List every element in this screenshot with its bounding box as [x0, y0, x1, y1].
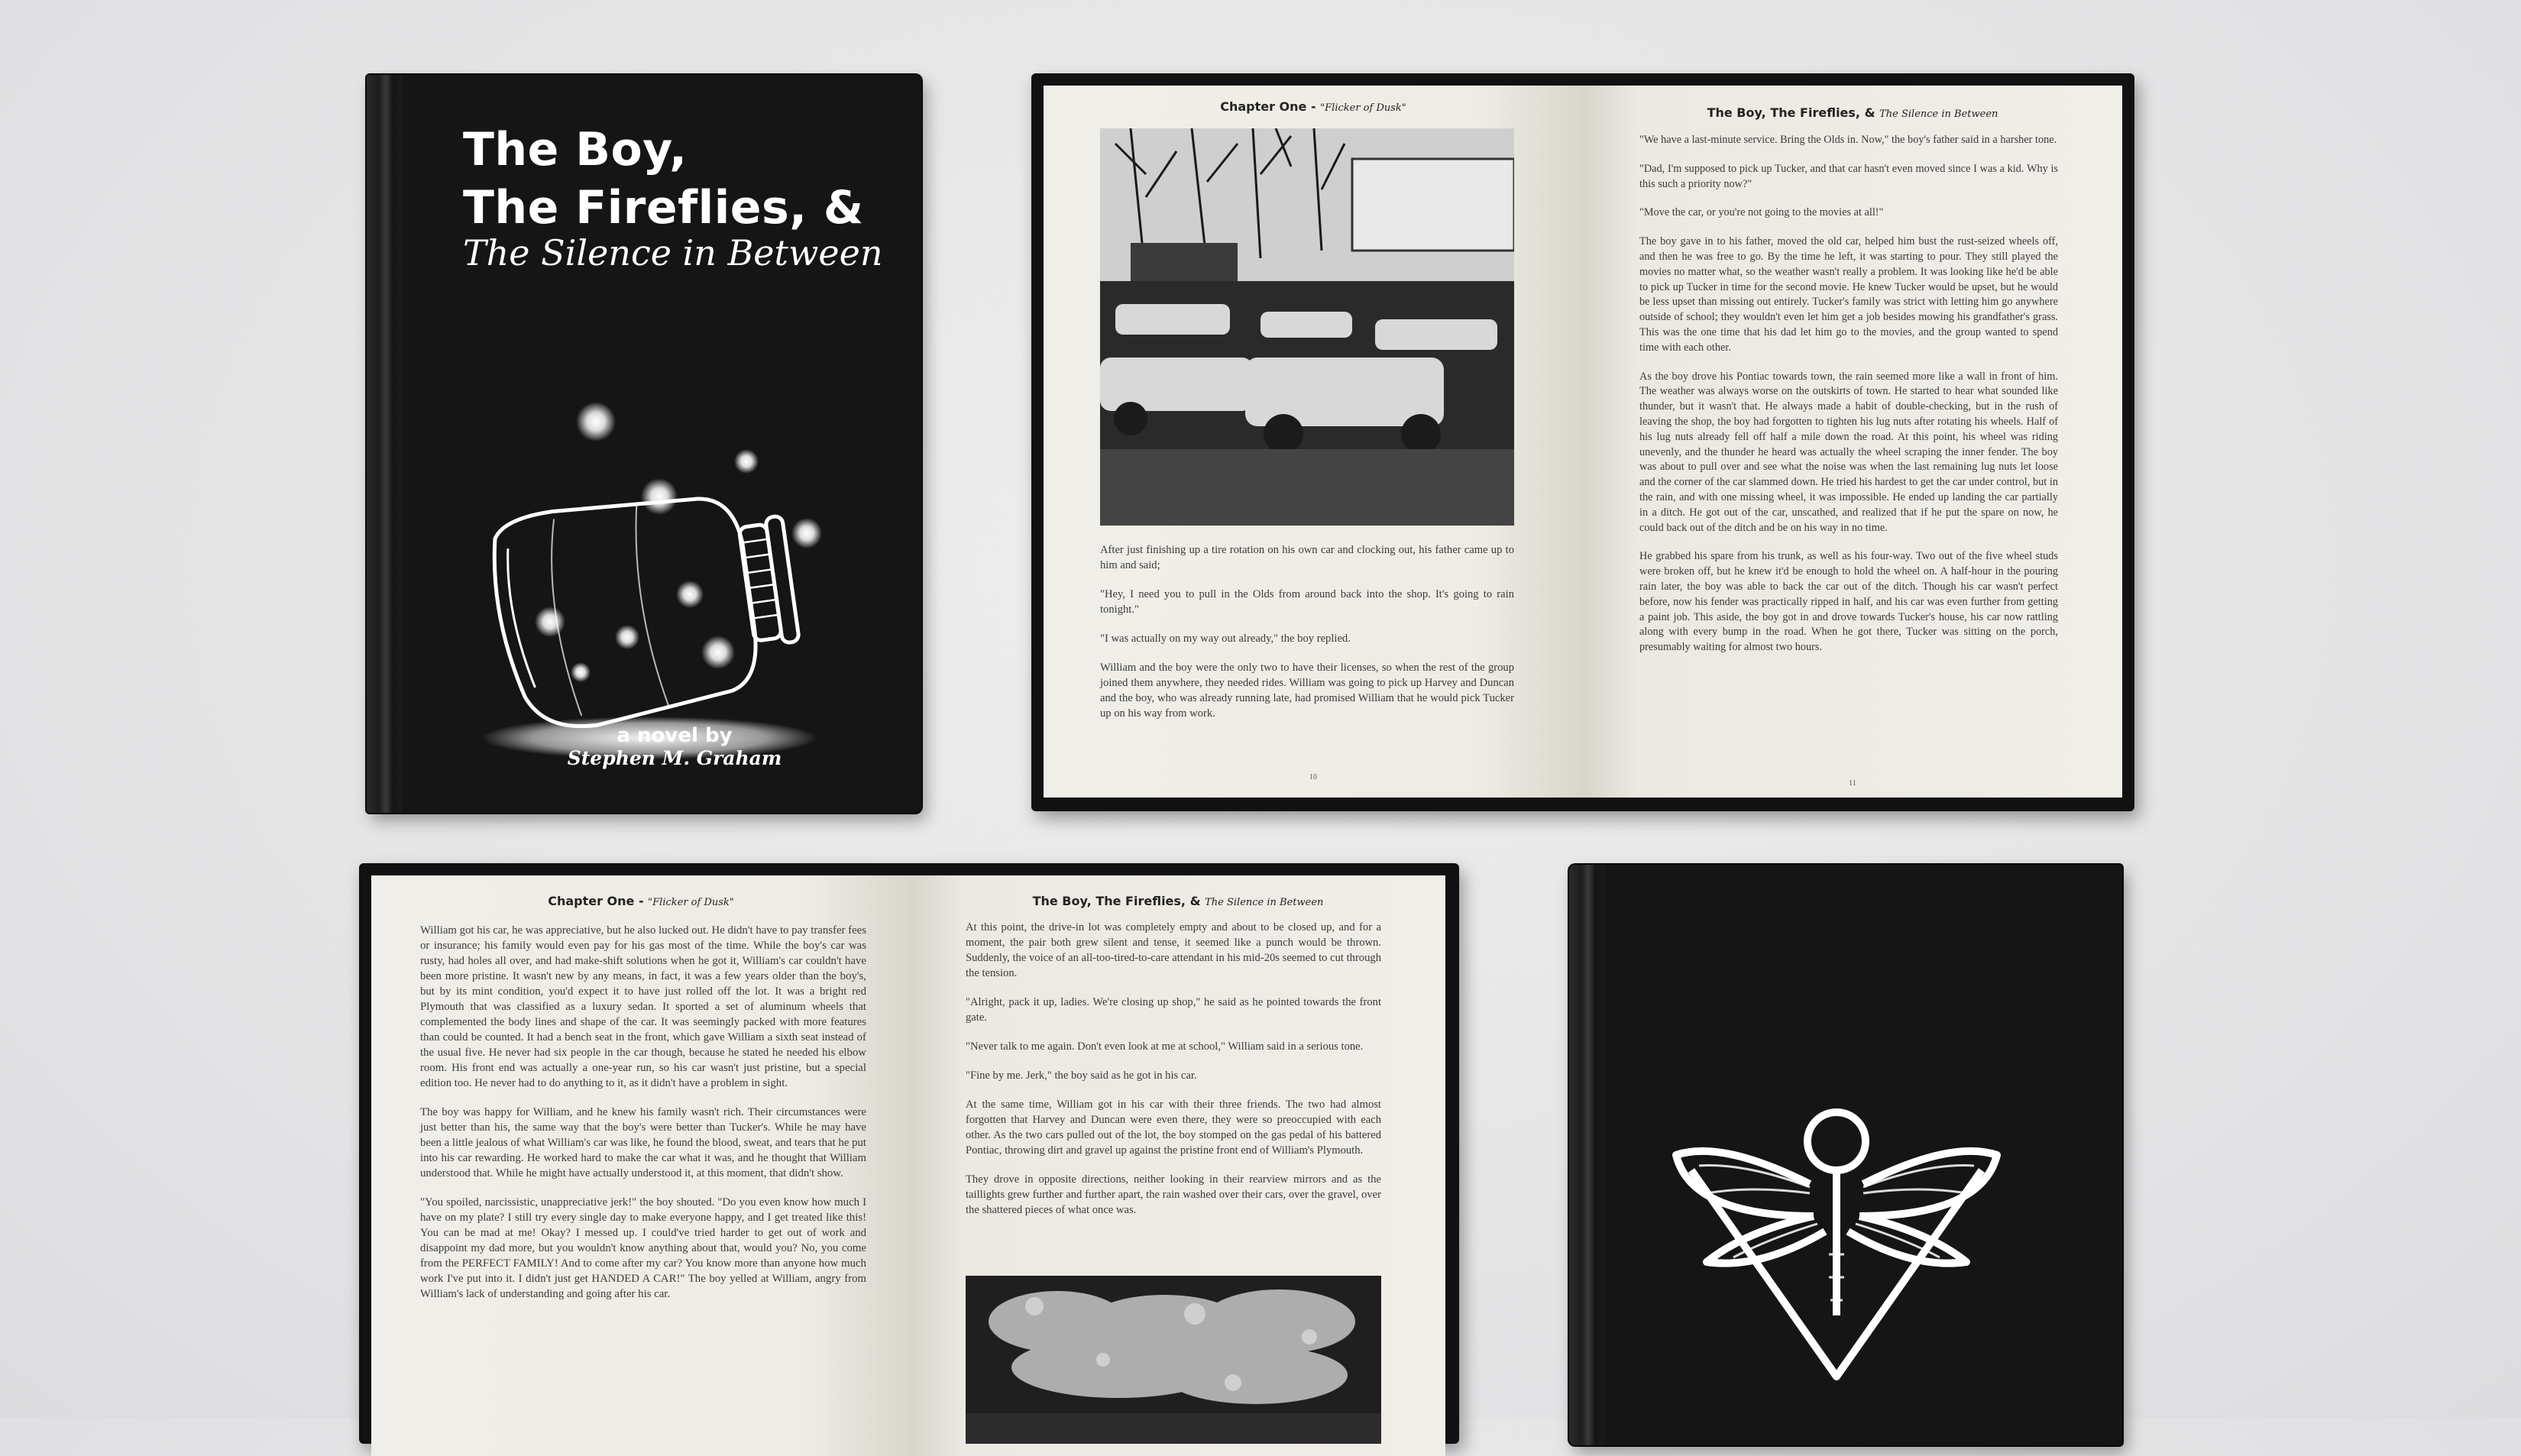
cover-title	[463, 121, 864, 237]
chapter-subtitle: "Flicker of Dusk"	[648, 897, 734, 908]
paragraph: "Alright, pack it up, ladies. We're closing up shop," he said as he pointed towards the front gate.	[966, 996, 1381, 1024]
cover-title-line-1: The Boy,	[463, 123, 688, 176]
paragraph: "Never talk to me again. Don't even look at me at school," William said in a serious tone.	[966, 1040, 1364, 1053]
cover-subtitle: The Silence in Between	[463, 232, 883, 273]
paragraph: They drove in opposite directions, neither looking in their rearview mirrors and as the taillights grew further and further apart, the rain washed over their cars, over the gravel, over the shattered pieces of what once was.	[966, 1173, 1381, 1216]
back-cover	[1569, 865, 2122, 1445]
right-page-body	[1639, 133, 2058, 669]
open-book-spread-pages-10-11	[1031, 73, 2134, 811]
paragraph: "I was actually on my way out already," the boy replied.	[1100, 633, 1351, 645]
chapter-subtitle: "Flicker of Dusk"	[1320, 102, 1406, 114]
paragraph: "Move the car, or you're not going to the movies at all!"	[1639, 206, 1884, 219]
left-page-body	[420, 923, 866, 1315]
paragraph: "You spoiled, narcissistic, unappreciative jerk!" the boy shouted. "Do you even know how much I have on my plate? I still try every single day to make everyone happy, and I get treated like this! You can be mad at me! Okay? I messed up. I could've tried harder to get out of work and disappoint my dad more, but you wouldn't know anything about that, would you? No, you come from the PERFECT FAMILY! And to come after my car? You know more than anyone how much work I've put into it. I didn't just get HANDED A CAR!" The boy yelled at William, angry from William's lack of understanding and going after his car.	[420, 1196, 866, 1300]
right-page-header	[1583, 105, 2122, 120]
book-subtitle: The Silence in Between	[1205, 897, 1324, 908]
right-page	[1583, 86, 2122, 798]
paragraph: As the boy drove his Pontiac towards town, the rain seemed more like a wall in front of him. The weather was always worse on the outskirts of town. He started to hear what sounded like thunder, but it wasn't that. He always made a habit of double-checking, but in the rush of leaving the shop, the boy had forgotten to tighten his lug nuts after rotating his wheels. Half of his lug nuts already fell off half a mile down the road. At this point, his wheel was riding unevenly, and the thunder he heard was actually the wheel scraping the inner fender. The boy was about to pull over and see what the noise was when the last remaining lug nuts let loose and the corner of the car slammed down. He tried his hardest to get the car under control, but in the rain, and with one missing wheel, it was impossible. He ended up landing the car partially in a ditch. He got out of the car, unscathed, and realized that if he put the spare on now, he could back out of the ditch and be on his way in no time.	[1639, 370, 2058, 534]
book-title: The Boy, The Fireflies, &	[1707, 105, 1880, 120]
book-title: The Boy, The Fireflies, &	[1032, 894, 1205, 908]
chapter-title: Chapter One -	[548, 894, 649, 908]
car-photo	[966, 1276, 1381, 1444]
left-page-header	[1044, 99, 1583, 114]
paragraph: "Dad, I'm supposed to pick up Tucker, and that car hasn't even moved since I was a kid. Why is this such a priority now?"	[1639, 162, 2058, 190]
paragraph: William got his car, he was appreciative, but he also lucked out. He didn't have to pay transfer fees or insurance; his family would even pay for his gas most of the time. While the boy's car was rusty, had holes all over, and had make-shift solutions when he got it, William's car couldn't have been more pristine. It wasn't new by any means, in fact, it was a few years older than the boy's, but by its mint condition, you'd expect it to have just rolled off the lot. It was a bright red Plymouth that was classified as a luxury sedan. It sported a set of aluminum wheels that complemented the body lines and shape of the car. It was seemingly packed with more features than could be counted. It had a bench seat in the front, which gave William a sixth seat instead of the usual five. He never had six people in the car though, because he stated he needed his elbow room. His front end was actually a one-year run, so his car wasn't just pristine, but a special edition too. He never had to do anything to it, as it didn't have a problem in sight.	[420, 924, 866, 1089]
paragraph: "Fine by me. Jerk," the boy said as he got in his car.	[966, 1069, 1197, 1082]
left-page	[371, 875, 911, 1456]
right-page-body	[966, 920, 1381, 1231]
paragraph: William and the boy were the only two to have their licenses, so when the rest of the group joined them anywhere, they needed rides. William was going to pick up Harvey and Duncan and the boy, who was already running late, had promised William that he would pick Tucker up on his way from work.	[1100, 662, 1514, 720]
paragraph: At the same time, William got in his car with their three friends. The two had almost forgotten that Harvey and Duncan were even there, they were so preoccupied with each other. As the two cars pulled out of the lot, the boy stomped on the gas pedal of his battered Pontiac, throwing dirt and gravel up against the pristine front end of William's Plymouth.	[966, 1098, 1381, 1157]
left-page-header	[371, 894, 911, 908]
drive-in-photo	[1100, 128, 1514, 526]
front-cover	[367, 75, 921, 813]
book-subtitle: The Silence in Between	[1879, 108, 1998, 120]
left-page-body	[1100, 542, 1514, 735]
cover-author-name: Stephen M. Graham	[567, 747, 782, 769]
paragraph: After just finishing up a tire rotation on his own car and clocking out, his father came up to him and said;	[1100, 544, 1514, 571]
paragraph: The boy was happy for William, and he knew his family wasn't rich. Their circumstances were just better than his, the same way that the boy's were better than Tucker's. While he may have been a little jealous of what William's car was like, he found the blood, sweat, and tears that he put into his car rewarding. He worked hard to make the car what it was, and he thought that William understood that. While he might have actually understood it, at this moment, that didn't show.	[420, 1106, 866, 1179]
paragraph: The boy gave in to his father, moved the old car, helped him bust the rust-seized wheels off, and then he was free to go. By the time he left, it was starting to pour. They still played the movies no matter what, so the weather wasn't really a problem. It was looking like he'd be able to pick up Tucker in time for the second movie. He knew Tucker would be upset, but he would be less upset than missing out entirely. Tucker's family was strict with letting him go anywhere outside of school; they wouldn't even let him get a job besides mowing his grandfather's grass. This was the one time that his dad let him go to the movies, and the group wanted to spend time with each other.	[1639, 235, 2058, 354]
page-number: 10	[1309, 773, 1317, 781]
cover-title-line-2: The Fireflies, &	[463, 181, 864, 235]
cover-byline: a novel by	[616, 724, 733, 747]
chapter-title: Chapter One -	[1220, 99, 1321, 114]
paragraph: He grabbed his spare from his trunk, as well as his four-way. Two out of the five wheel studs were broken off, but he knew it'd be enough to hold the wheel on. A half-hour in the pouring rain later, the boy was able to back the car out of the ditch. Though his car wasn't perfect before, now his fender was practically ripped in half, and his car was even further from getting a paint job. This aside, the boy got in and drove towards Tucker's house, his car now rattling along with every bump in the road. When he got there, Tucker was sitting on the porch, presumably waiting for almost two hours.	[1639, 550, 2058, 654]
paragraph: At this point, the drive-in lot was completely empty and about to be closed up, and for a moment, the pair both grew silent and tense, it seemed like a punch would be thrown. Suddenly, the voice of an all-too-tired-to-care attendant in his mid-20s seemed to cut through the tension.	[966, 921, 1381, 979]
right-page-header	[911, 894, 1445, 908]
open-book-spread-chapter-one	[359, 863, 1459, 1444]
right-page	[911, 875, 1445, 1456]
page-number: 11	[1849, 779, 1856, 788]
firefly-glow-icon	[535, 402, 822, 682]
left-page	[1044, 86, 1583, 798]
paragraph: "We have a last-minute service. Bring the Olds in. Now," the boy's father said in a harsher tone.	[1639, 134, 2057, 146]
firefly-emblem-icon	[1661, 1086, 2012, 1392]
paragraph: "Hey, I need you to pull in the Olds from around back into the shop. It's going to rain tonight."	[1100, 588, 1514, 616]
